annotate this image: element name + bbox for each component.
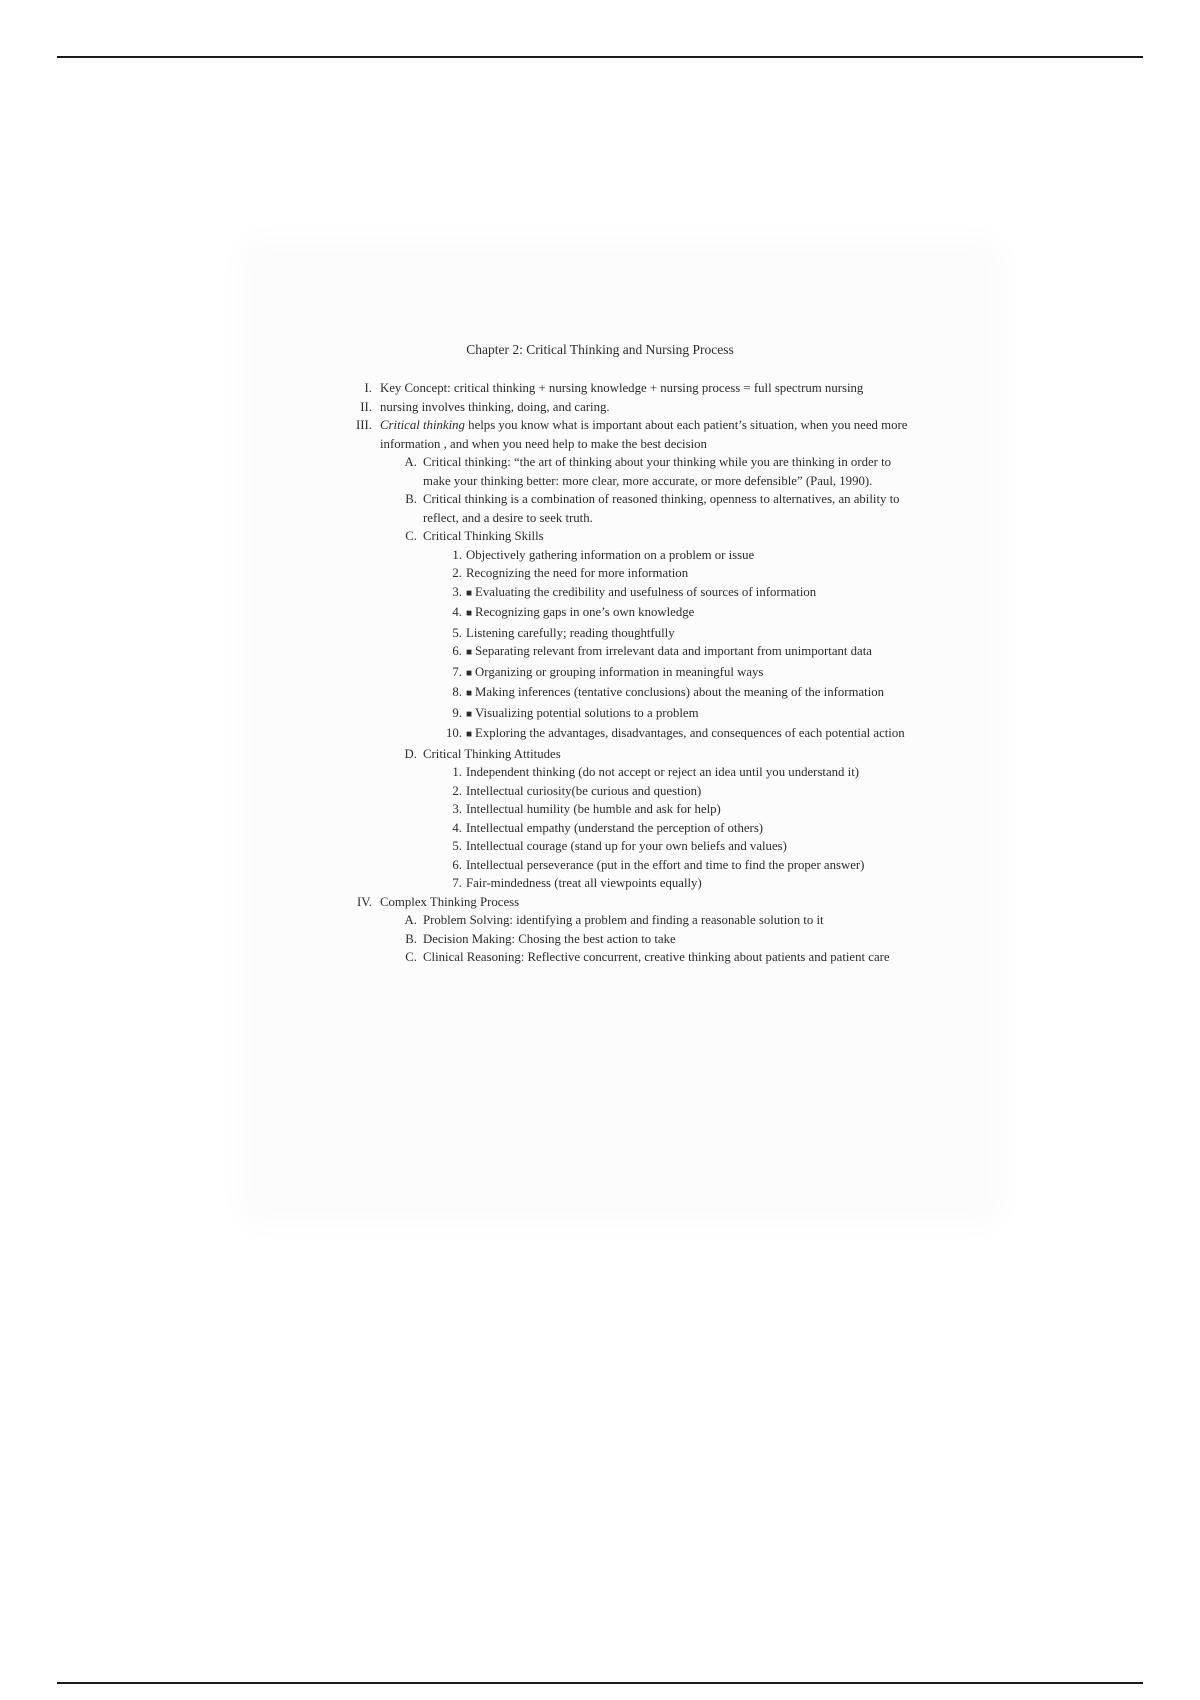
list-item (452, 663, 910, 684)
list-item (452, 583, 910, 604)
outline-numeral: III. (356, 418, 372, 432)
list-item (452, 874, 910, 893)
list-number: 2. (452, 566, 462, 580)
outline-letter: A. (404, 913, 417, 927)
square-bullet-icon: ■ (466, 708, 473, 720)
list-number: 1. (452, 547, 462, 562)
list-number: 6. (452, 644, 462, 658)
list-number: 3. (452, 584, 462, 599)
outline-item-iii (356, 416, 910, 453)
list-text: Visualizing potential solutions to a problem (475, 705, 699, 720)
list-item (452, 819, 910, 838)
square-bullet-icon: ■ (466, 587, 473, 599)
outline-numeral: IV. (356, 894, 372, 909)
outline-text: Critical thinking: “the art of thinking about your thinking while you are thinking in order to make your thinking better: more clear, more accurate, or more defensible” (Paul, 1990). (423, 455, 892, 488)
list-text: Intellectual courage (stand up for your own beliefs and values) (466, 839, 787, 853)
square-bullet-icon: ■ (466, 688, 473, 699)
list-number: 2. (452, 783, 462, 798)
list-text: Intellectual perseverance (put in the effort and time to find the proper answer) (466, 857, 865, 872)
outline-item-iv (356, 893, 910, 912)
outline-text: Clinical Reasoning: Reflective concurrent, creative thinking about patients and patient care (423, 950, 890, 964)
list-number: 8. (452, 685, 462, 699)
list-number: 7. (452, 876, 462, 890)
list-text: Objectively gathering information on a problem or issue (466, 547, 755, 562)
list-number: 10. (446, 726, 462, 740)
outline (356, 379, 910, 967)
list-number: 6. (452, 857, 462, 872)
list-text: Recognizing gaps in one’s own knowledge (475, 605, 695, 619)
outline-letter: C. (405, 950, 417, 964)
outline-item-iii-c (405, 527, 910, 546)
list-item (452, 704, 910, 725)
list-text: Recognizing the need for more information (466, 566, 689, 580)
outline-item-iv-a (404, 911, 910, 930)
list-text: Evaluating the credibility and usefulness of sources of information (475, 584, 817, 599)
list-text: Fair-mindedness (treat all viewpoints equally) (466, 876, 702, 890)
square-bullet-icon: ■ (466, 729, 473, 740)
critical-thinking-attitudes-list (452, 763, 910, 893)
outline-item-iii-b (405, 490, 910, 527)
outline-iv-subitems (404, 911, 910, 967)
list-number: 1. (452, 765, 462, 779)
list-number: 5. (452, 625, 462, 640)
list-item (452, 603, 910, 624)
square-bullet-icon: ■ (466, 608, 473, 619)
critical-thinking-skills-list (446, 546, 910, 745)
list-text: Intellectual curiosity(be curious and question) (466, 783, 702, 798)
outline-letter: B. (405, 931, 417, 946)
list-item (452, 800, 910, 819)
list-item (452, 546, 910, 565)
outline-iii-subitems (404, 453, 910, 893)
list-item (452, 763, 910, 782)
list-item (452, 837, 910, 856)
square-bullet-icon: ■ (466, 647, 473, 658)
outline-item-i (364, 379, 910, 398)
list-text: Independent thinking (do not accept or reject an idea until you understand it) (466, 765, 860, 779)
outline-item-iv-b (405, 930, 910, 949)
outline-item-iii-d (404, 745, 910, 764)
list-item (452, 856, 910, 875)
list-number: 3. (452, 802, 462, 816)
outline-item-iv-c (405, 948, 910, 967)
outline-text: Critical thinking is a combination of reasoned thinking, openness to alternatives, an ability to reflect, and a desire to seek truth. (423, 492, 900, 525)
list-item (452, 642, 910, 663)
outline-text: Decision Making: Chosing the best action to take (423, 931, 676, 946)
outline-letter: D. (404, 746, 417, 761)
outline-text: Key Concept: critical thinking + nursing knowledge + nursing process = full spectrum nursing (380, 381, 864, 395)
list-item (452, 683, 910, 704)
list-text: Organizing or grouping information in meaningful ways (475, 664, 764, 679)
square-bullet-icon: ■ (466, 667, 473, 679)
outline-letter: C. (405, 529, 417, 543)
list-number: 7. (452, 664, 462, 679)
list-item (452, 624, 910, 643)
outline-numeral: II. (360, 399, 372, 414)
list-text: Intellectual empathy (understand the perception of others) (466, 820, 764, 835)
outline-text: Critical Thinking Skills (423, 529, 544, 543)
bottom-rule (57, 1682, 1143, 1684)
outline-text: Problem Solving: identifying a problem and finding a reasonable solution to it (423, 913, 824, 927)
outline-text: nursing involves thinking, doing, and caring. (380, 399, 610, 414)
outline-item-iii-a (404, 453, 910, 490)
outline-letter: A. (404, 455, 417, 469)
outline-item-ii (360, 398, 910, 417)
outline-letter: B. (405, 492, 417, 506)
list-item (452, 564, 910, 583)
outline-numeral: I. (364, 381, 372, 395)
list-text: Listening carefully; reading thoughtfully (466, 625, 675, 640)
list-number: 5. (452, 839, 462, 853)
list-number: 4. (452, 820, 462, 835)
outline-lead-italic: Critical thinking (380, 418, 465, 432)
outline-text: Complex Thinking Process (380, 894, 520, 909)
outline-text: Critical Thinking Attitudes (423, 746, 561, 761)
list-text: Intellectual humility (be humble and ask for help) (466, 802, 721, 816)
list-number: 9. (452, 705, 462, 720)
list-text: Making inferences (tentative conclusions) about the meaning of the information (475, 685, 885, 699)
top-rule (57, 56, 1143, 58)
list-number: 4. (452, 605, 462, 619)
list-text: Exploring the advantages, disadvantages, and consequences of each potential action (475, 726, 905, 740)
list-text: Separating relevant from irrelevant data and important from unimportant data (475, 644, 872, 658)
list-item (452, 782, 910, 801)
outline-text: helps you know what is important about each patient’s situation, when you need more information , and when you need help to make the best decision (380, 418, 908, 451)
list-item (446, 724, 910, 745)
page-title: Chapter 2: Critical Thinking and Nursing Process (466, 342, 734, 357)
